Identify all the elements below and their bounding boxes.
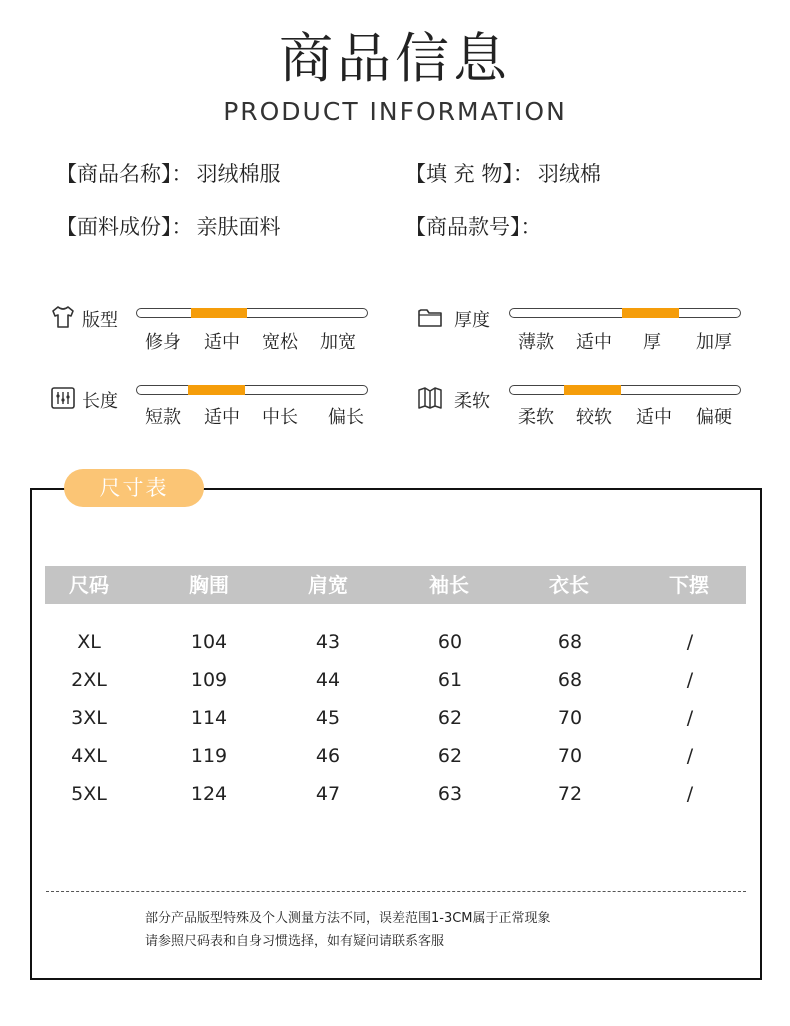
size-table-tab: 尺寸表: [64, 469, 204, 507]
attr-name: 厚度: [454, 310, 490, 331]
info-filling: [405, 158, 601, 188]
attr-option: 中长: [262, 407, 298, 428]
attr-track: [136, 308, 368, 318]
table-cell: 124: [190, 783, 228, 805]
info-value: 羽绒棉: [537, 162, 601, 186]
attr-option: 偏长: [328, 407, 364, 428]
page-title: 商品信息: [279, 27, 511, 90]
column-header: 衣长: [549, 573, 589, 597]
table-cell: 60: [437, 631, 463, 653]
table-cell: 45: [315, 707, 341, 729]
page-subtitle: PRODUCT INFORMATION: [223, 97, 567, 126]
attr-option: 适中: [204, 407, 240, 428]
info-label: 【面料成份】：: [56, 215, 193, 239]
column-header: 尺码: [69, 573, 109, 597]
table-cell: /: [686, 745, 694, 767]
attr-option: 短款: [145, 407, 181, 428]
table-cell: /: [686, 707, 694, 729]
info-value: 亲肤面料: [196, 215, 281, 239]
table-cell: 63: [437, 783, 463, 805]
note-line: 部分产品版型特殊及个人测量方法不同，误差范围1-3CM属于正常现象: [145, 911, 551, 926]
fabric-icon: [417, 385, 443, 411]
attr-option: 宽松: [262, 332, 298, 353]
attr-option: 厚: [643, 332, 661, 353]
attr-indicator: [622, 308, 679, 318]
table-cell: 62: [437, 745, 463, 767]
attr-option: 较软: [576, 407, 612, 428]
attr-option: 适中: [636, 407, 672, 428]
table-cell: 114: [190, 707, 228, 729]
table-cell: 72: [557, 783, 583, 805]
table-cell: 68: [557, 631, 583, 653]
table-cell: 109: [190, 669, 228, 691]
table-cell: 44: [315, 669, 341, 691]
column-header: 下摆: [669, 573, 709, 597]
table-cell: 70: [557, 745, 583, 767]
table-cell: 104: [190, 631, 228, 653]
column-header: 肩宽: [308, 573, 348, 597]
folder-icon: [417, 304, 443, 330]
tshirt-icon: [50, 304, 76, 330]
attr-option: 修身: [145, 332, 181, 353]
attr-name: 长度: [82, 391, 118, 412]
note-line: 请参照尺码表和自身习惯选择，如有疑问请联系客服: [145, 934, 445, 949]
attr-option: 适中: [204, 332, 240, 353]
attr-indicator: [564, 385, 621, 395]
table-cell: 61: [437, 669, 463, 691]
attr-option: 加厚: [696, 332, 732, 353]
table-cell: 2XL: [71, 669, 107, 691]
column-header: 胸围: [189, 573, 229, 597]
attr-option: 加宽: [320, 332, 356, 353]
attr-track: [136, 385, 368, 395]
table-cell: 46: [315, 745, 341, 767]
info-label: 【商品款号】：: [405, 215, 542, 239]
size-table-header: [45, 566, 746, 604]
column-header: 袖长: [429, 573, 469, 597]
table-cell: 43: [315, 631, 341, 653]
info-product-name: [56, 158, 281, 188]
attr-name: 版型: [82, 310, 118, 331]
table-cell: 47: [315, 783, 341, 805]
attr-option: 薄款: [518, 332, 554, 353]
attr-indicator: [191, 308, 247, 318]
table-cell: 70: [557, 707, 583, 729]
table-cell: 62: [437, 707, 463, 729]
ruler-icon: [50, 385, 76, 411]
info-style-number: [405, 211, 546, 241]
attr-option: 适中: [576, 332, 612, 353]
attr-track: [509, 385, 741, 395]
info-fabric: [56, 211, 281, 241]
info-value: 羽绒棉服: [196, 162, 281, 186]
table-cell: 119: [190, 745, 228, 767]
info-label: 【商品名称】：: [56, 162, 193, 186]
table-cell: /: [686, 669, 694, 691]
table-cell: 68: [557, 669, 583, 691]
table-cell: XL: [77, 631, 101, 653]
attr-option: 偏硬: [696, 407, 732, 428]
table-cell: /: [686, 783, 694, 805]
table-cell: 3XL: [71, 707, 107, 729]
attr-indicator: [188, 385, 245, 395]
attr-name: 柔软: [454, 391, 490, 412]
table-cell: /: [686, 631, 694, 653]
divider: [46, 891, 746, 892]
info-label: 【填 充 物】：: [405, 162, 534, 186]
table-cell: 5XL: [71, 783, 107, 805]
attr-option: 柔软: [518, 407, 554, 428]
table-cell: 4XL: [71, 745, 107, 767]
attr-track: [509, 308, 741, 318]
